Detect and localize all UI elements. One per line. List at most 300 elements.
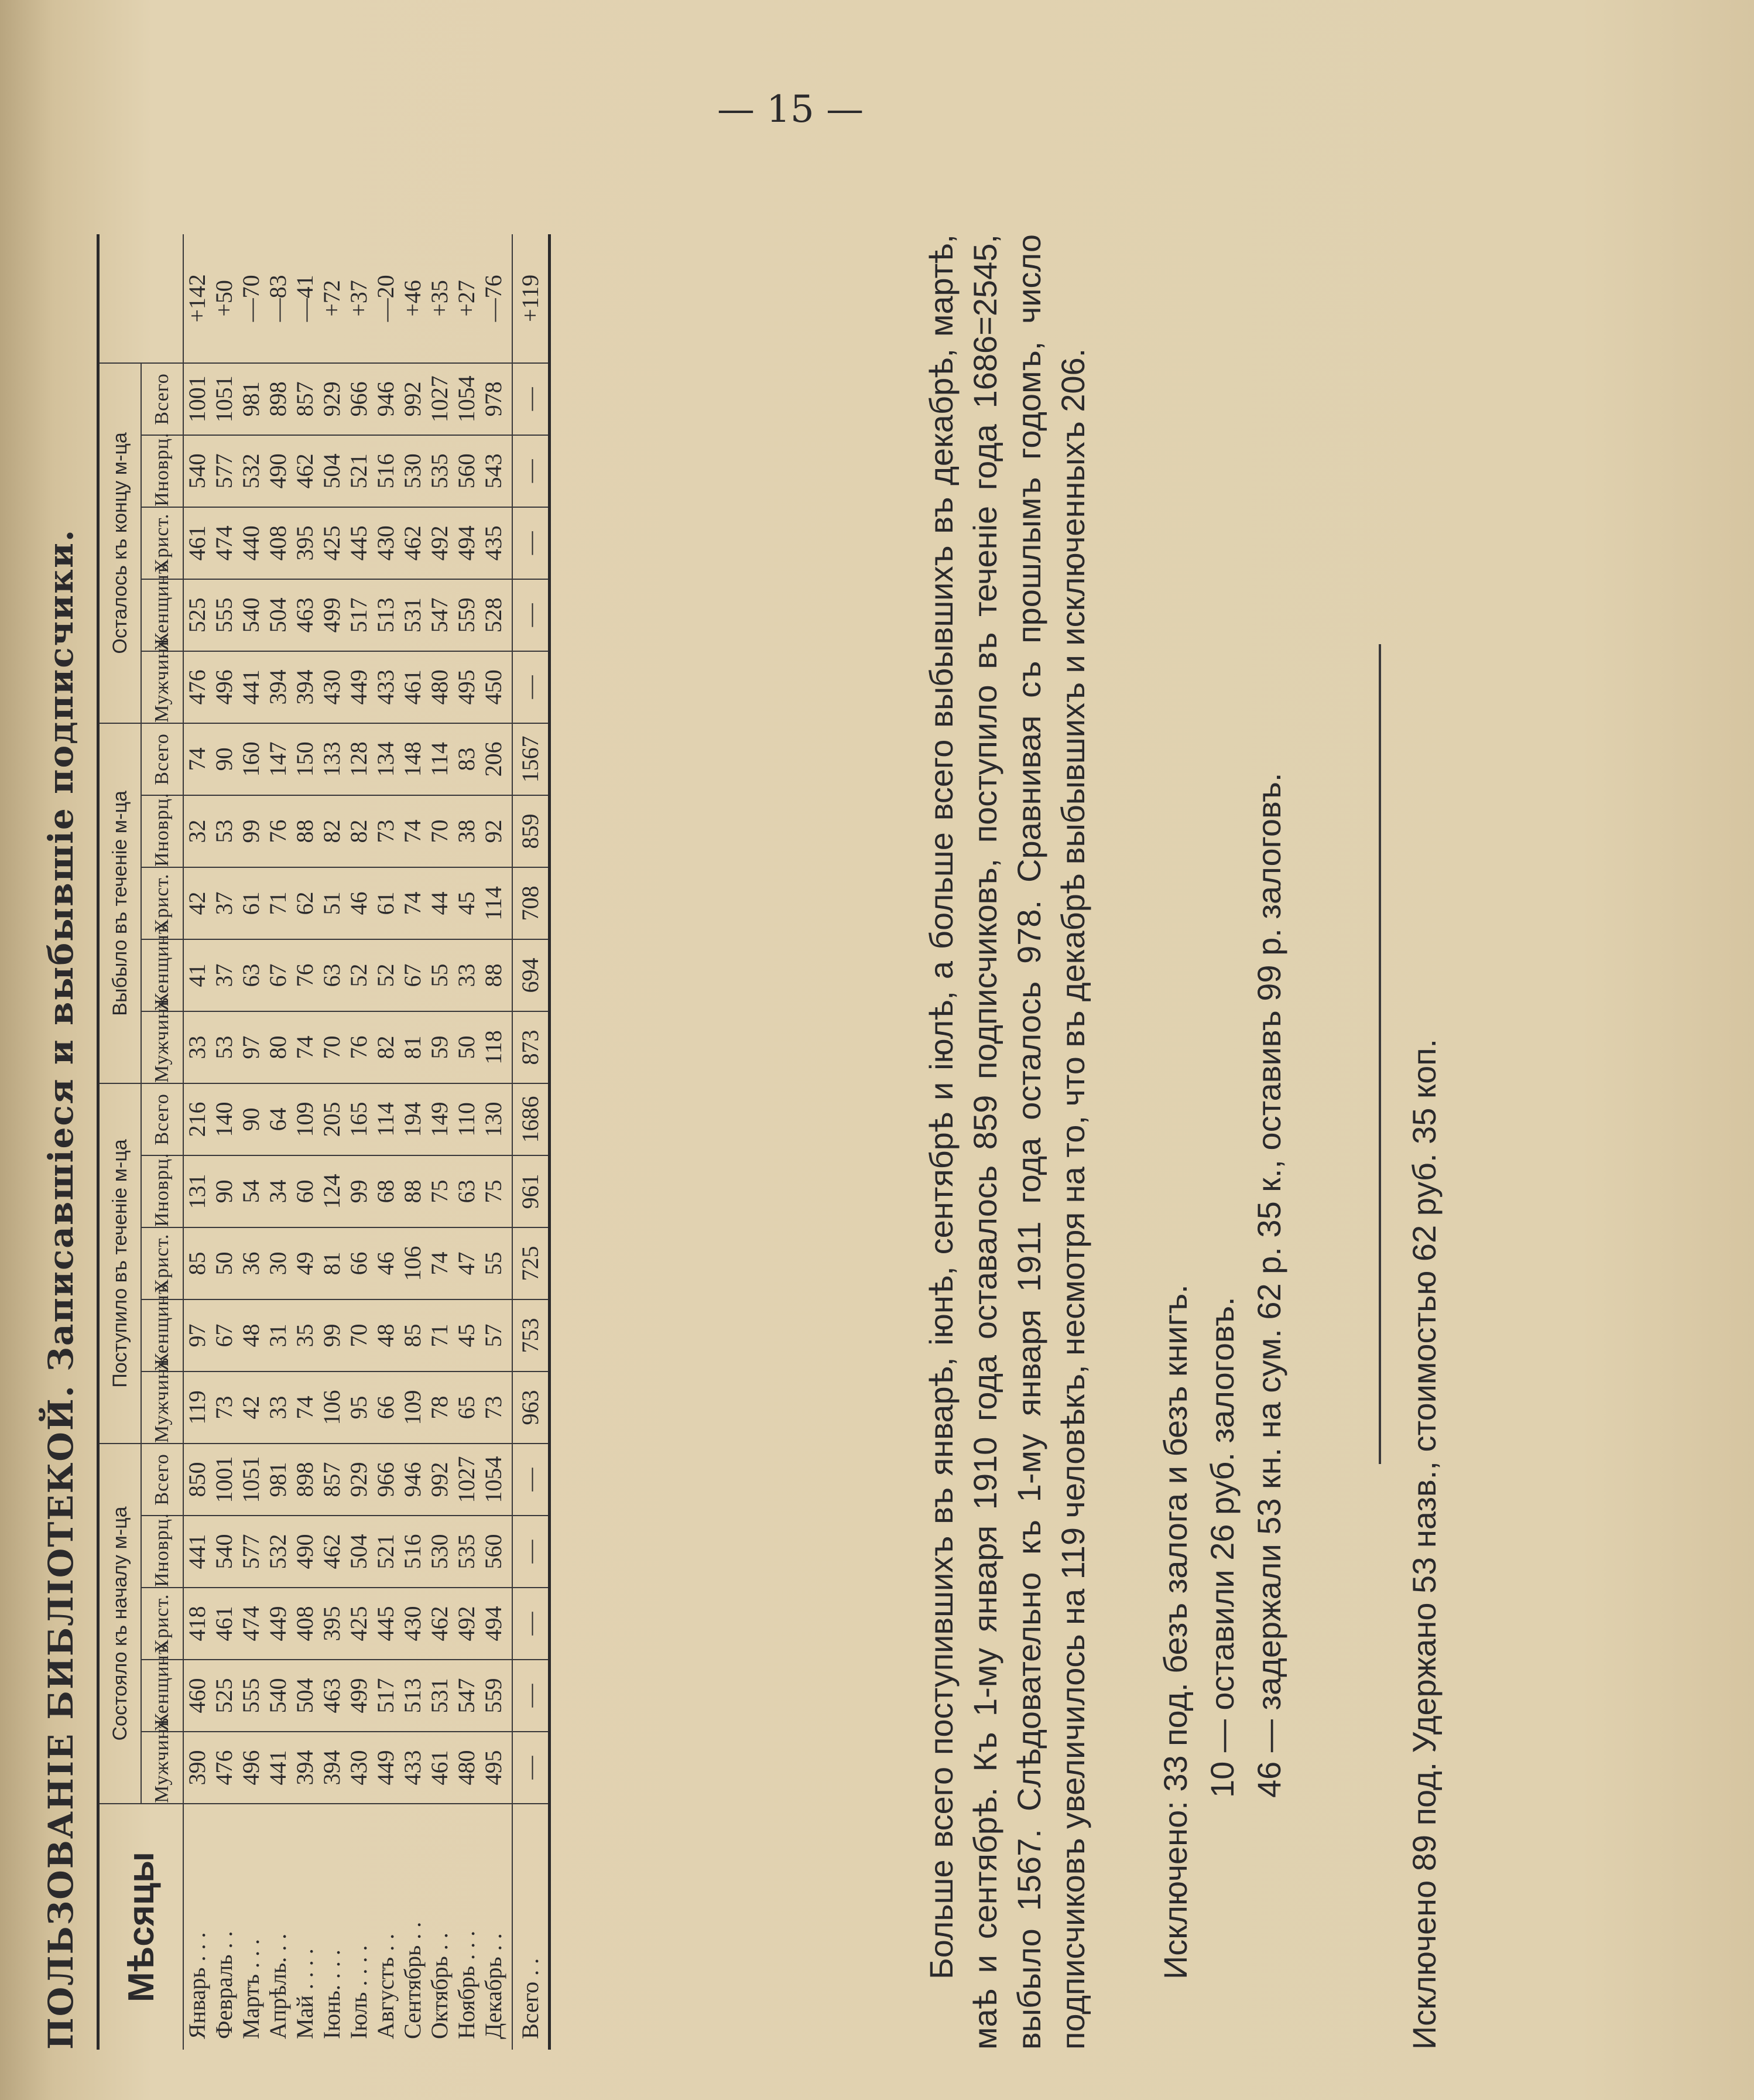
value-cell: 441	[238, 651, 265, 723]
value-cell: 547	[453, 1660, 480, 1732]
value-cell: 1054	[480, 1444, 512, 1516]
value-cell: 898	[265, 363, 292, 435]
value-cell: 540	[211, 1516, 238, 1588]
value-cell: 92	[480, 795, 512, 867]
value-cell: 540	[183, 435, 211, 507]
value-cell: 394	[318, 1732, 345, 1804]
value-cell: 70	[426, 795, 453, 867]
difference-cell: —83	[265, 234, 292, 363]
value-cell: 394	[292, 651, 318, 723]
value-cell: 80	[265, 1011, 292, 1083]
rotated-content	[41, 35, 1754, 2050]
paragraph-text: Больше всего поступившихъ въ январѣ, іюнѣ, сентябрѣ и іюлѣ, а больше всего выбывшихъ въ декабрѣ, мартѣ, маѣ и сентябрѣ. Къ 1-му января 1910 года оставалось 859 подписчиковъ, поступило въ теченіе года 1686=2545, выбыло 1567. Слѣдовательно къ 1-му января 1911 года осталось 978. Сравнивая съ прошлымъ годомъ, число подписчиковъ увеличилось на 119 человѣкъ, несмотря на то, что въ декабрѣ выбывшихъ и исключенныхъ 206.	[923, 234, 1091, 2050]
value-cell: 65	[453, 1372, 480, 1444]
value-cell: —	[512, 363, 550, 435]
column-subheader: Мужчинъ	[141, 1372, 183, 1444]
value-cell: 205	[318, 1083, 345, 1155]
value-cell: 37	[211, 867, 238, 939]
month-cell: Сентябрь . .	[399, 1921, 426, 2039]
value-cell: 67	[399, 939, 426, 1011]
value-cell: 492	[426, 507, 453, 579]
value-cell: 61	[372, 867, 399, 939]
group-header-row	[98, 234, 142, 2050]
value-cell: 992	[399, 363, 426, 435]
value-cell: 946	[372, 363, 399, 435]
column-subheader: Всего	[141, 363, 183, 435]
value-cell: 462	[318, 1516, 345, 1588]
difference-cell: —70	[238, 234, 265, 363]
value-cell: 430	[318, 651, 345, 723]
value-cell: 531	[399, 579, 426, 651]
value-cell: 60	[292, 1155, 318, 1227]
value-cell: 449	[372, 1732, 399, 1804]
diff-header	[98, 234, 184, 363]
value-cell: —	[512, 1660, 550, 1732]
value-cell: 109	[399, 1372, 426, 1444]
value-cell: 555	[211, 579, 238, 651]
value-cell: 194	[399, 1083, 426, 1155]
value-cell: 395	[292, 507, 318, 579]
value-cell: 106	[318, 1372, 345, 1444]
value-cell: 61	[238, 867, 265, 939]
column-subheader: Иноврц.	[141, 1516, 183, 1588]
value-cell: 74	[399, 867, 426, 939]
value-cell: 504	[292, 1660, 318, 1732]
value-cell: 430	[372, 507, 399, 579]
value-cell: 435	[480, 507, 512, 579]
value-cell: 71	[265, 867, 292, 939]
month-cell: Январь . . .	[184, 1932, 210, 2039]
value-cell: 1027	[426, 363, 453, 435]
value-cell: 70	[318, 1011, 345, 1083]
column-subheader: Всего	[141, 1444, 183, 1516]
value-cell: 81	[318, 1227, 345, 1299]
value-cell: 445	[372, 1588, 399, 1660]
value-cell: 114	[372, 1083, 399, 1155]
value-cell: 73	[211, 1372, 238, 1444]
value-cell: 37	[211, 939, 238, 1011]
value-cell: 559	[480, 1660, 512, 1732]
column-subheader: Иноврц.	[141, 435, 183, 507]
table-row	[426, 234, 453, 2050]
value-cell: 430	[345, 1732, 372, 1804]
value-cell: 140	[211, 1083, 238, 1155]
value-cell: 33	[453, 939, 480, 1011]
group-header: Поступило въ теченіе м-ца	[98, 1083, 142, 1444]
month-cell: Февраль . .	[211, 1931, 237, 2039]
group-header: Выбыло въ теченіе м-ца	[98, 723, 142, 1083]
value-cell: 516	[399, 1516, 426, 1588]
value-cell: 513	[399, 1660, 426, 1732]
difference-cell: +37	[345, 234, 372, 363]
value-cell: 76	[292, 939, 318, 1011]
value-cell: 521	[372, 1516, 399, 1588]
value-cell: 441	[265, 1732, 292, 1804]
value-cell: 1054	[453, 363, 480, 435]
column-subheader: Всего	[141, 1083, 183, 1155]
value-cell: 495	[480, 1732, 512, 1804]
value-cell: 850	[183, 1444, 211, 1516]
value-cell: 148	[399, 723, 426, 795]
value-cell: 981	[265, 1444, 292, 1516]
value-cell: —	[512, 507, 550, 579]
value-cell: 131	[183, 1155, 211, 1227]
value-cell: 206	[480, 723, 512, 795]
subscribers-table-wrapper	[97, 234, 551, 2050]
column-subheader: Мужчинъ	[141, 1011, 183, 1083]
value-cell: 1567	[512, 723, 550, 795]
value-cell: 109	[292, 1083, 318, 1155]
value-cell: 476	[183, 651, 211, 723]
value-cell: 929	[345, 1444, 372, 1516]
value-cell: 119	[183, 1372, 211, 1444]
value-cell: 495	[453, 651, 480, 723]
value-cell: 48	[238, 1299, 265, 1372]
value-cell: 76	[345, 1011, 372, 1083]
value-cell: 725	[512, 1227, 550, 1299]
value-cell: 476	[211, 1732, 238, 1804]
value-cell: 45	[453, 867, 480, 939]
month-cell: Іюнь. . . .	[318, 1949, 345, 2039]
value-cell: 118	[480, 1011, 512, 1083]
value-cell: 433	[399, 1732, 426, 1804]
excluded-line-3: 46 — задержали 53 кн. на сум. 62 р. 35 к., оставивъ 99 р. залоговъ.	[1251, 772, 1287, 1798]
value-cell: 33	[183, 1011, 211, 1083]
value-cell: 535	[453, 1516, 480, 1588]
table-row	[292, 234, 318, 2050]
value-cell: 978	[480, 363, 512, 435]
column-subheader: Всего	[141, 723, 183, 795]
value-cell: 525	[211, 1660, 238, 1732]
value-cell: 31	[265, 1299, 292, 1372]
value-cell: 34	[265, 1155, 292, 1227]
value-cell: 462	[399, 507, 426, 579]
value-cell: 134	[372, 723, 399, 795]
value-cell: 535	[426, 435, 453, 507]
value-cell: 461	[211, 1588, 238, 1660]
value-cell: 67	[211, 1299, 238, 1372]
value-cell: 504	[345, 1516, 372, 1588]
value-cell: 531	[426, 1660, 453, 1732]
value-cell: 430	[399, 1588, 426, 1660]
value-cell: 66	[345, 1227, 372, 1299]
value-cell: —	[512, 579, 550, 651]
value-cell: 560	[480, 1516, 512, 1588]
subheader-row	[141, 234, 183, 2050]
value-cell: 441	[183, 1516, 211, 1588]
value-cell: 499	[345, 1660, 372, 1732]
difference-cell: +50	[211, 234, 238, 363]
value-cell: 35	[292, 1299, 318, 1372]
value-cell: 53	[211, 1011, 238, 1083]
value-cell: 42	[183, 867, 211, 939]
group-header: Состояло къ началу м-ца	[98, 1444, 142, 1804]
value-cell: 106	[399, 1227, 426, 1299]
value-cell: 46	[372, 1227, 399, 1299]
value-cell: 966	[372, 1444, 399, 1516]
value-cell: 50	[211, 1227, 238, 1299]
value-cell: 504	[265, 579, 292, 651]
value-cell: 540	[238, 579, 265, 651]
value-cell: 555	[238, 1660, 265, 1732]
value-cell: 946	[399, 1444, 426, 1516]
difference-cell: +27	[453, 234, 480, 363]
value-cell: —	[512, 651, 550, 723]
value-cell: 68	[372, 1155, 399, 1227]
value-cell: 560	[453, 435, 480, 507]
value-cell: 85	[399, 1299, 426, 1372]
value-cell: 63	[453, 1155, 480, 1227]
month-cell: Май . . . .	[292, 1948, 318, 2039]
column-subheader: Женщинъ	[141, 1299, 183, 1372]
value-cell: 90	[238, 1083, 265, 1155]
excluded-line-2: 10 — оставили 26 руб. залоговъ.	[1204, 1297, 1241, 1798]
value-cell: 67	[265, 939, 292, 1011]
value-cell: 433	[372, 651, 399, 723]
value-cell: 1051	[238, 1444, 265, 1516]
value-cell: 33	[265, 1372, 292, 1444]
table-row	[399, 234, 426, 2050]
value-cell: 461	[426, 1732, 453, 1804]
value-cell: 63	[318, 939, 345, 1011]
value-cell: 45	[453, 1299, 480, 1372]
value-cell: 42	[238, 1372, 265, 1444]
value-cell: 496	[238, 1732, 265, 1804]
value-cell: 81	[399, 1011, 426, 1083]
value-cell: 857	[292, 363, 318, 435]
value-cell: 461	[399, 651, 426, 723]
value-cell: 449	[265, 1588, 292, 1660]
value-cell: 981	[238, 363, 265, 435]
value-cell: 494	[453, 507, 480, 579]
table-row	[372, 234, 399, 2050]
value-cell: 114	[480, 867, 512, 939]
value-cell: 48	[372, 1299, 399, 1372]
value-cell: 97	[238, 1011, 265, 1083]
value-cell: 1051	[211, 363, 238, 435]
value-cell: 708	[512, 867, 550, 939]
value-cell: 577	[238, 1516, 265, 1588]
value-cell: 53	[211, 795, 238, 867]
value-cell: 76	[265, 795, 292, 867]
column-subheader: Женщинъ	[141, 939, 183, 1011]
difference-cell: +119	[512, 234, 550, 363]
value-cell: 54	[238, 1155, 265, 1227]
value-cell: 408	[292, 1588, 318, 1660]
value-cell: 425	[318, 507, 345, 579]
value-cell: 38	[453, 795, 480, 867]
value-cell: 577	[211, 435, 238, 507]
value-cell: 966	[345, 363, 372, 435]
value-cell: 528	[480, 579, 512, 651]
value-cell: 90	[211, 723, 238, 795]
column-subheader: Иноврц.	[141, 1155, 183, 1227]
value-cell: 494	[480, 1588, 512, 1660]
column-subheader: Христ.	[141, 867, 183, 939]
table-row	[453, 234, 480, 2050]
value-cell: 44	[426, 867, 453, 939]
value-cell: 504	[318, 435, 345, 507]
footer-summary: Исключено 89 под. Удержано 53 назв., стоимостью 62 руб. 35 коп.	[1406, 1038, 1443, 2050]
value-cell: 463	[292, 579, 318, 651]
value-cell: 75	[480, 1155, 512, 1227]
value-cell: 55	[426, 939, 453, 1011]
difference-cell: —20	[372, 234, 399, 363]
value-cell: 74	[292, 1372, 318, 1444]
value-cell: 390	[183, 1732, 211, 1804]
month-cell: Іюль . . . .	[345, 1945, 372, 2039]
value-cell: 445	[345, 507, 372, 579]
value-cell: 1027	[453, 1444, 480, 1516]
value-cell: 47	[453, 1227, 480, 1299]
footer-rule	[1379, 644, 1381, 1464]
table-row	[318, 234, 345, 2050]
table-row	[345, 234, 372, 2050]
value-cell: 540	[265, 1660, 292, 1732]
value-cell: 165	[345, 1083, 372, 1155]
value-cell: 490	[265, 435, 292, 507]
table-row	[265, 234, 292, 2050]
value-cell: 82	[345, 795, 372, 867]
value-cell: 128	[345, 723, 372, 795]
total-row	[512, 234, 550, 2050]
value-cell: 463	[318, 1660, 345, 1732]
value-cell: 532	[238, 435, 265, 507]
value-cell: 30	[265, 1227, 292, 1299]
value-cell: 82	[372, 1011, 399, 1083]
value-cell: 160	[238, 723, 265, 795]
value-cell: 517	[345, 579, 372, 651]
column-subheader: Иноврц.	[141, 795, 183, 867]
value-cell: 149	[426, 1083, 453, 1155]
value-cell: 46	[345, 867, 372, 939]
value-cell: 418	[183, 1588, 211, 1660]
value-cell: 66	[372, 1372, 399, 1444]
value-cell: 130	[480, 1083, 512, 1155]
value-cell: 394	[292, 1732, 318, 1804]
month-cell: Ноябрь . . .	[453, 1930, 479, 2039]
value-cell: 57	[480, 1299, 512, 1372]
value-cell: 898	[292, 1444, 318, 1516]
value-cell: 75	[426, 1155, 453, 1227]
value-cell: 873	[512, 1011, 550, 1083]
value-cell: 474	[211, 507, 238, 579]
month-cell: Августъ . .	[372, 1933, 399, 2039]
value-cell: 963	[512, 1372, 550, 1444]
value-cell: 461	[183, 507, 211, 579]
value-cell: 88	[480, 939, 512, 1011]
value-cell: 490	[292, 1516, 318, 1588]
value-cell: 88	[399, 1155, 426, 1227]
value-cell: 85	[183, 1227, 211, 1299]
value-cell: 99	[318, 1299, 345, 1372]
value-cell: 992	[426, 1444, 453, 1516]
value-cell: 462	[426, 1588, 453, 1660]
value-cell: 90	[211, 1155, 238, 1227]
value-cell: 70	[345, 1299, 372, 1372]
value-cell: 1686	[512, 1083, 550, 1155]
value-cell: 99	[238, 795, 265, 867]
value-cell: 36	[238, 1227, 265, 1299]
table-row	[480, 234, 512, 2050]
value-cell: 496	[211, 651, 238, 723]
value-cell: 462	[292, 435, 318, 507]
month-cell: Декабрь . .	[480, 1933, 506, 2039]
value-cell: 516	[372, 435, 399, 507]
value-cell: 51	[318, 867, 345, 939]
value-cell: 83	[453, 723, 480, 795]
value-cell: 52	[372, 939, 399, 1011]
value-cell: 73	[372, 795, 399, 867]
value-cell: 59	[426, 1011, 453, 1083]
value-cell: 52	[345, 939, 372, 1011]
value-cell: 440	[238, 507, 265, 579]
value-cell: 74	[183, 723, 211, 795]
month-cell: Мартъ . . .	[238, 1939, 264, 2039]
summary-paragraph	[919, 234, 1095, 2050]
value-cell: 150	[292, 723, 318, 795]
value-cell: 78	[426, 1372, 453, 1444]
value-cell: 753	[512, 1299, 550, 1372]
difference-cell: +46	[399, 234, 426, 363]
value-cell: 425	[345, 1588, 372, 1660]
value-cell: 74	[399, 795, 426, 867]
value-cell: 394	[265, 651, 292, 723]
group-header: Осталось къ концу м-ца	[98, 363, 142, 723]
value-cell: 530	[399, 435, 426, 507]
value-cell: 530	[426, 1516, 453, 1588]
difference-cell: —41	[292, 234, 318, 363]
value-cell: 517	[372, 1660, 399, 1732]
value-cell: 929	[318, 363, 345, 435]
value-cell: 547	[426, 579, 453, 651]
table-body	[183, 234, 550, 2050]
value-cell: 961	[512, 1155, 550, 1227]
value-cell: 859	[512, 795, 550, 867]
value-cell: 395	[318, 1588, 345, 1660]
excluded-line-1: Исключено: 33 под. безъ залога и безъ книгъ.	[1157, 1284, 1194, 1979]
value-cell: 1001	[211, 1444, 238, 1516]
month-header: Мѣсяцы	[98, 1804, 184, 2050]
value-cell: 474	[238, 1588, 265, 1660]
difference-cell: —76	[480, 234, 512, 363]
month-cell: Октябрь . .	[426, 1933, 453, 2039]
subscribers-table	[97, 234, 551, 2050]
table-row	[183, 234, 211, 2050]
column-subheader: Женщинъ	[141, 1660, 183, 1732]
value-cell: —	[512, 1588, 550, 1660]
value-cell: 71	[426, 1299, 453, 1372]
value-cell: 95	[345, 1372, 372, 1444]
column-subheader: Христ.	[141, 507, 183, 579]
value-cell: 49	[292, 1227, 318, 1299]
value-cell: 857	[318, 1444, 345, 1516]
column-subheader: Христ.	[141, 1227, 183, 1299]
value-cell: 694	[512, 939, 550, 1011]
value-cell: 513	[372, 579, 399, 651]
value-cell: 460	[183, 1660, 211, 1732]
value-cell: 64	[265, 1083, 292, 1155]
value-cell: 480	[426, 651, 453, 723]
value-cell: 408	[265, 507, 292, 579]
value-cell: —	[512, 1732, 550, 1804]
value-cell: 97	[183, 1299, 211, 1372]
value-cell: —	[512, 1516, 550, 1588]
value-cell: 450	[480, 651, 512, 723]
table-row	[238, 234, 265, 2050]
value-cell: 532	[265, 1516, 292, 1588]
month-cell: Всего . .	[512, 1804, 550, 2050]
